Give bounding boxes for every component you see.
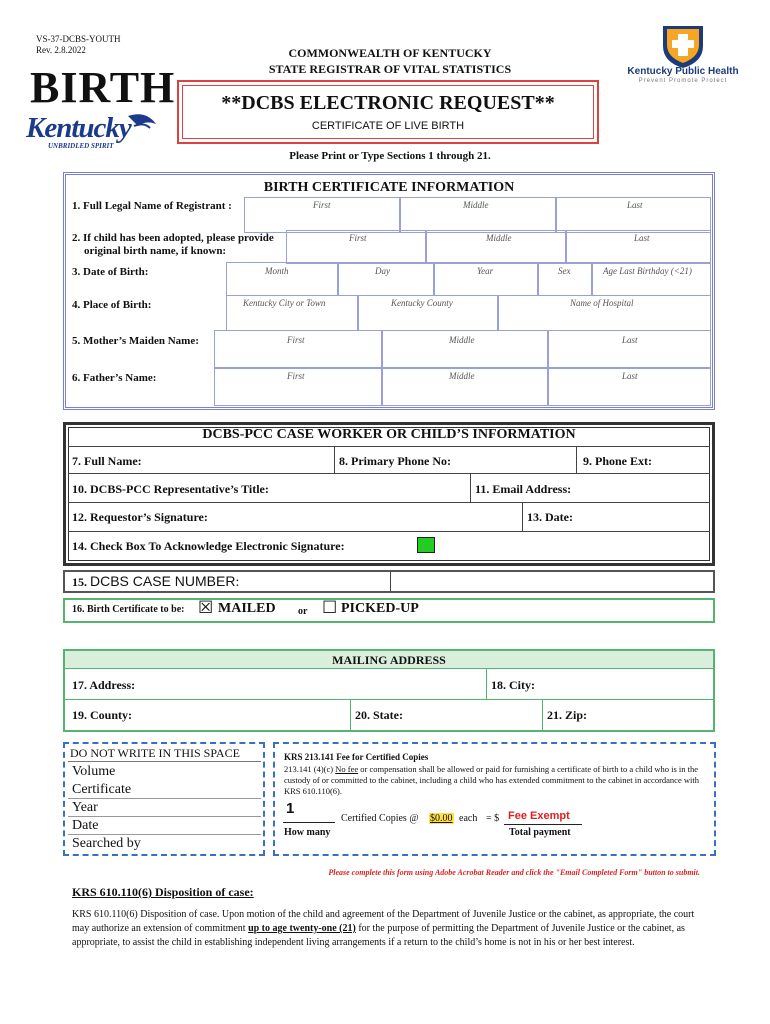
registrant-name-label: 1. Full Legal Name of Registrant :: [72, 200, 232, 212]
rep-title-label[interactable]: 10. DCBS-PCC Representative’s Title:: [72, 482, 269, 496]
age-hint: Age Last Birthday (<21): [603, 266, 692, 276]
mother-name-label: 5. Mother’s Maiden Name:: [72, 335, 199, 347]
father-middle-hint: Middle: [449, 371, 475, 381]
mother-first-hint: First: [287, 335, 305, 345]
request-title: **DCBS ELECTRONIC REQUEST**: [221, 92, 555, 114]
form-code: VS-37-DCBS-YOUTH: [36, 34, 121, 44]
registrant-last-hint: Last: [627, 200, 643, 210]
primary-phone-label[interactable]: 8. Primary Phone No:: [339, 454, 451, 468]
mother-last-hint: Last: [622, 335, 638, 345]
certificate-subtitle: CERTIFICATE OF LIVE BIRTH: [311, 120, 465, 132]
delivery-label: 16. Birth Certificate to be:: [72, 604, 185, 615]
mother-middle-hint: Middle: [449, 335, 475, 345]
state-label[interactable]: 20. State:: [355, 708, 403, 722]
kph-tagline: Prevent Promote Protect: [638, 78, 728, 84]
adopted-first-hint: First: [349, 233, 367, 243]
krs-text: [72, 908, 712, 950]
krs-text-emph: up to age twenty-one (21): [248, 923, 356, 934]
case-number-label: [72, 573, 239, 591]
birth-city-hint: Kentucky City or Town: [243, 298, 326, 308]
adopted-name-label: 2. If child has been adopted, please provide: [72, 232, 274, 244]
dob-month-hint: Month: [265, 266, 289, 276]
zip-label[interactable]: 21. Zip:: [547, 708, 588, 722]
registrar-title: STATE REGISTRAR OF VITAL STATISTICS: [268, 62, 512, 76]
registrant-first-hint: First: [313, 200, 331, 210]
fee-text-body: or compensation shall be allowed or paid for furnishing a certificate of birth to a child who is in the custody of or committed to the cabinet, including a child who has extended commitment to the cabinet in accordance with KRS 610.110(6).: [284, 764, 699, 796]
phone-ext-label[interactable]: 9. Phone Ext:: [583, 454, 652, 468]
office-year: Year: [72, 800, 98, 815]
father-last-hint: Last: [622, 371, 638, 381]
kentucky-logo: [24, 112, 164, 154]
fee-text: [284, 764, 704, 797]
fee-text-ref: 213.141 (4)(c): [284, 764, 334, 774]
copy-price: $0.00: [430, 813, 453, 824]
full-name-label[interactable]: 7. Full Name:: [72, 454, 142, 468]
fee-exempt-field[interactable]: Fee Exempt: [508, 810, 570, 822]
adopted-middle-hint: Middle: [486, 233, 512, 243]
dob-day-hint: Day: [375, 266, 390, 276]
adopted-last-hint: Last: [634, 233, 650, 243]
case-number-colon: :: [235, 575, 240, 590]
office-volume: Volume: [72, 764, 116, 779]
city-label[interactable]: 18. City:: [491, 678, 535, 692]
submit-note: Please complete this form using Adobe Acrobat Reader and click the "Email Completed Form" button to submit.: [328, 868, 700, 877]
adopted-name-label-2: original birth name, if known:: [84, 245, 227, 257]
form-revision: Rev. 2.8.2022: [36, 45, 86, 55]
krs-text-b: for the purpose of permitting the Department of Juvenile Justice or the cabinet, as appropriate, to assist the child in establishing independent living arrangements if a return to the child’s home is not in his or her best interest.: [72, 923, 685, 948]
print-instruction: Please Print or Type Sections 1 through 21.: [289, 150, 491, 162]
commonwealth-title: COMMONWEALTH OF KENTUCKY: [288, 46, 492, 60]
caseworker-title: DCBS-PCC CASE WORKER OR CHILD’S INFORMATION: [202, 427, 576, 442]
each-label: each: [459, 813, 478, 824]
father-first-hint: First: [287, 371, 305, 381]
how-many-label: How many: [284, 827, 331, 838]
krs-heading: KRS 610.110(6) Disposition of case:: [72, 885, 254, 899]
picked-up-checkbox[interactable]: ☐: [322, 598, 338, 617]
birth-info-title: BIRTH CERTIFICATE INFORMATION: [263, 180, 515, 195]
county-label[interactable]: 19. County:: [72, 708, 133, 722]
office-searched-by: Searched by: [72, 836, 141, 851]
ack-label: 14. Check Box To Acknowledge Electronic Signature:: [72, 539, 345, 553]
request-title-box: [177, 80, 599, 144]
email-label[interactable]: 11. Email Address:: [475, 482, 572, 496]
or-label: or: [298, 606, 308, 617]
total-payment-label: Total payment: [509, 827, 571, 838]
date-label[interactable]: 13. Date:: [527, 510, 573, 524]
kph-name: Kentucky Public Health: [627, 66, 739, 77]
kph-logo: [618, 22, 748, 86]
signature-label[interactable]: 12. Requestor’s Signature:: [72, 510, 208, 524]
date-of-birth-label: 3. Date of Birth:: [72, 266, 149, 278]
sex-hint: Sex: [558, 266, 571, 276]
office-date: Date: [72, 818, 99, 833]
equals-label: = $: [486, 813, 500, 824]
picked-up-label: PICKED-UP: [341, 601, 419, 616]
birth-county-hint: Kentucky County: [391, 298, 453, 308]
mailing-title: MAILING ADDRESS: [332, 653, 446, 667]
case-number-prefix: 15.: [72, 575, 90, 589]
case-number-text: DCBS CASE NUMBER: [90, 573, 236, 589]
copies-count-field[interactable]: 1: [286, 800, 295, 817]
krs-text-a: KRS 610.110(6) Disposition of case. Upon motion of the child and agreement of the Department of Juvenile Justice or the cabinet, as appropriate, the court may authorize an extension of commitment: [72, 909, 695, 934]
ack-checkbox[interactable]: [417, 537, 435, 553]
fee-title: KRS 213.141 Fee for Certified Copies: [284, 752, 429, 762]
address-label[interactable]: 17. Address:: [72, 678, 136, 692]
kentucky-logo-tagline: UNBRIDLED SPIRIT: [48, 142, 114, 150]
dob-year-hint: Year: [477, 266, 494, 276]
shield-icon: [618, 22, 748, 68]
kentucky-logo-text: Kentucky: [26, 112, 131, 144]
office-use-title: DO NOT WRITE IN THIS SPACE: [70, 746, 240, 760]
office-certificate: Certificate: [72, 782, 132, 797]
birth-heading: BIRTH: [30, 63, 176, 112]
case-number-field[interactable]: [392, 572, 712, 591]
copies-label: Certified Copies @: [341, 813, 419, 824]
place-of-birth-label: 4. Place of Birth:: [72, 299, 152, 311]
hospital-hint: Name of Hospital: [570, 298, 634, 308]
fee-text-no-fee: No fee: [335, 764, 359, 774]
mailed-checkbox[interactable]: ☒: [198, 598, 214, 617]
father-name-label: 6. Father’s Name:: [72, 372, 157, 384]
registrant-middle-hint: Middle: [463, 200, 489, 210]
mailed-label: MAILED: [218, 601, 276, 616]
